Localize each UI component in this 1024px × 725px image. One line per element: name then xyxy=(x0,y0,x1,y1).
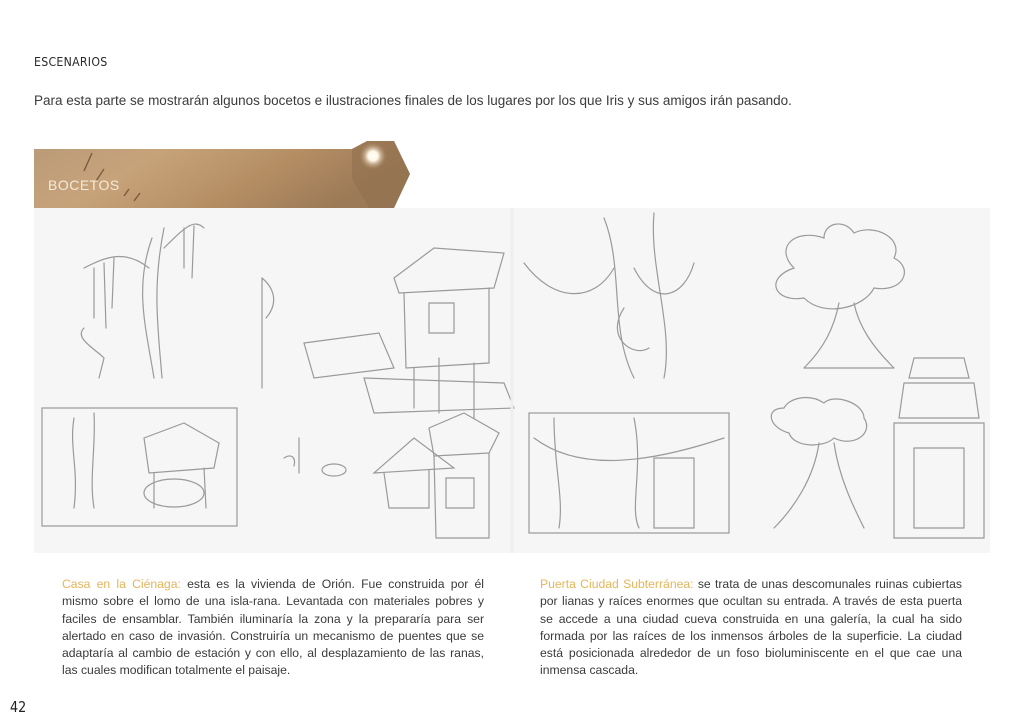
banner-label: BOCETOS xyxy=(48,177,120,193)
intro-paragraph: Para esta parte se mostrarán algunos bocetos e ilustraciones finales de los lugares por los que Iris y sus amigos irán pasando. xyxy=(34,93,792,108)
caption-puerta-ciudad xyxy=(540,576,962,680)
caption-title: Puerta Ciudad Subterránea: xyxy=(540,577,694,591)
caption-body: se trata de unas descomunales ruinas cubiertas por lianas y raíces enormes que ocultan su entrada. A través de esta puerta se accede a una ciudad cueva construida en una galería, la cual ha sido formada por las raíces de los inmensos árboles de la superficie. La ciudad está posicionada alrededor de un foso bioluminiscente en el que cae una inmensa cascada. xyxy=(540,577,962,678)
treehouse-sketch xyxy=(284,413,499,538)
swamp-scene-sketch xyxy=(42,408,237,526)
temple-gate-sketch xyxy=(771,358,984,538)
stilt-house-sketch xyxy=(262,248,514,418)
page-number: 42 xyxy=(10,698,27,716)
section-title: ESCENARIOS xyxy=(34,54,108,69)
swamp-tree-sketch xyxy=(81,224,204,378)
caption-body: esta es la vivienda de Orión. Fue construida por él mismo sobre el lomo de una isla-rana. Levantada con materiales pobres y faciles de ensamblar. También iluminaría la zona y la prepararía para ser alertado en caso de invasión. Construiría un mecanismo de puentes que se adaptaría al cambio de estación y con ello, al desplazamiento de las ranas, las cuales modifican totalmente el paisaje. xyxy=(62,577,485,678)
giant-tree-sketch xyxy=(776,224,905,368)
sketches-image xyxy=(34,208,990,553)
vine-ruins-sketch xyxy=(524,213,694,378)
banner-background xyxy=(34,141,410,208)
bocetos-banner xyxy=(34,141,410,208)
caption-title: Casa en la Ciénaga: xyxy=(62,577,181,591)
caption-casa-cienaga xyxy=(62,576,484,680)
ruins-gate-sketch xyxy=(529,413,729,533)
